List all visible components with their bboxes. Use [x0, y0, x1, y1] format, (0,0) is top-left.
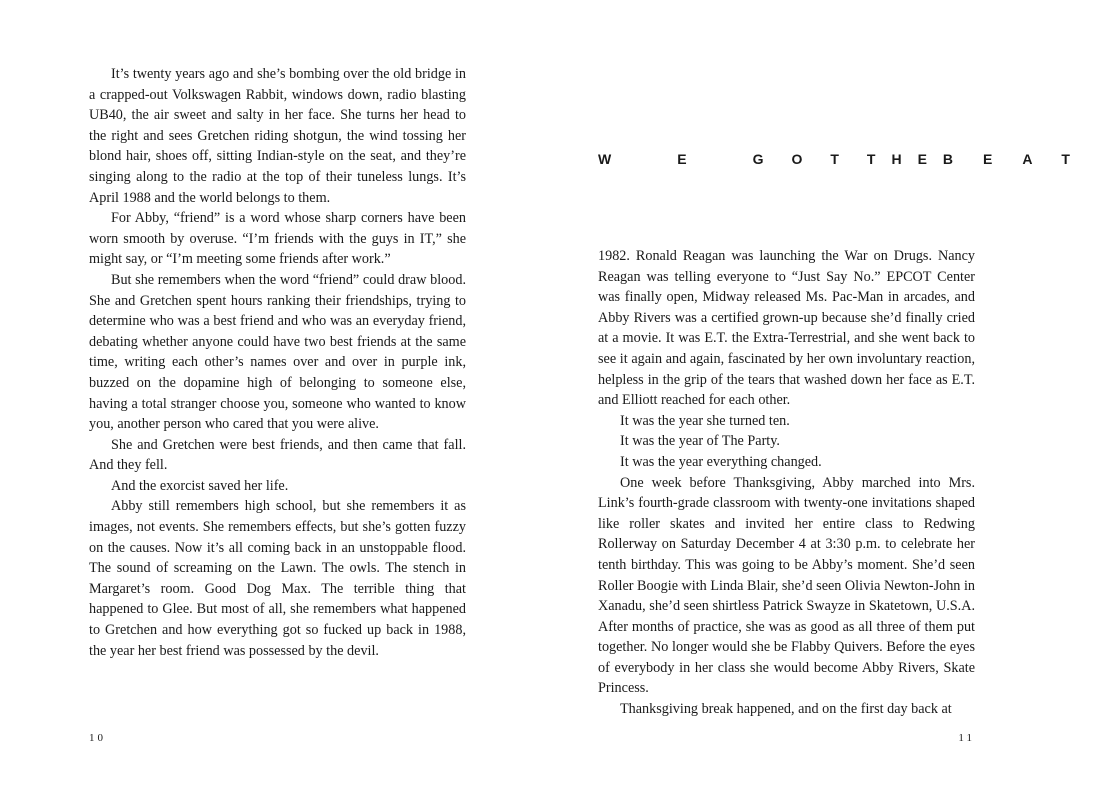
page-number: 11: [958, 732, 975, 744]
right-body-text: [598, 246, 975, 720]
chapter-title-word: GOT: [752, 151, 867, 167]
paragraph: 1982. Ronald Reagan was launching the War on Drugs. Nancy Reagan was telling everyone to “Just Say No.” EPCOT Center was finally open, Midway released Ms. Pac-Man in arcades, and Abby Rivers was a certified grown-up because she’d finally cried at a movie. It was E.T. the Extra-Terrestrial, and she went back to see it again and again, fascinated by her own involuntary reaction, helpless in the grip of the tears that washed down her face as E.T. and Elliott reached for each other.: [598, 248, 975, 409]
paragraph: Abby still remembers high school, but she remembers it as images, not events. She remembers effects, but she’s gotten fuzzy on the causes. Now it’s all coming back in an unstoppable flood. The sound of screaming on the Lawn. The owls. The stench in Margaret’s room. Good Dog Max. The terrible thing that happened to Glee. But most of all, she remembers what happened to Gretchen and how everything got so fucked up back in 1988, the year her best friend was possessed by the devil.: [89, 498, 466, 659]
paragraph: It was the year of The Party.: [620, 433, 780, 450]
right-page: [531, 0, 1100, 799]
paragraph: For Abby, “friend” is a word whose sharp corners have been worn smooth by overuse. “I’m friends with the guys in IT,” she might say, or “I’m meeting some friends after work.”: [89, 210, 466, 268]
paragraph: But she remembers when the word “friend” could draw blood. She and Gretchen spent hours ranking their friendships, trying to determine who was a best friend and who was an everyday friend, debating whether anyone could have two best friends at the same time, writing each other’s names over and over in purple ink, buzzed on the dopamine high of belonging to someone else, having a total stranger choose you, someone who wanted to know you, another person who cared that you were alive.: [89, 271, 466, 433]
left-page: [0, 0, 531, 799]
paragraph: And the exorcist saved her life.: [111, 477, 289, 494]
paragraph: It was the year she turned ten.: [620, 412, 790, 429]
page-number: 10: [89, 732, 106, 744]
chapter-title-word: BEAT: [942, 151, 1100, 167]
paragraph: One week before Thanksgiving, Abby marched into Mrs. Link’s fourth-grade classroom with twenty-one invitations shaped like roller skates and invited her entire class to Redwing Rollerway on Saturday December 4 at 3:30 p.m. to celebrate her tenth birthday. This was going to be Abby’s moment. She’d seen Roller Boogie with Linda Blair, she’d seen Olivia Newton-John in Xanadu, she’d seen shirtless Patrick Swayze in Skatetown, U.S.A. After months of practice, she was as good as all three of them put together. No longer would she be Flabby Quivers. Before the eyes of everybody in her class she would become Abby Rivers, Skate Princess.: [598, 474, 975, 697]
paragraph: It was the year everything changed.: [620, 453, 822, 470]
paragraph: It’s twenty years ago and she’s bombing over the old bridge in a crapped-out Volkswagen Rabbit, windows down, radio blasting UB40, the air sweet and salty in her face. She turns her head to the right and sees Gretchen riding shotgun, the wind tossing her blond hair, shoes off, sitting Indian-style on the seat, and they’re singing along to the radio at the top of their tuneless lungs. It’s April 1988 and the world belongs to them.: [89, 66, 466, 206]
left-body-text: [89, 64, 466, 661]
chapter-title-word: THE: [866, 151, 943, 167]
paragraph: She and Gretchen were best friends, and then came that fall. And they fell.: [89, 436, 466, 474]
chapter-title-word: WE: [598, 151, 753, 167]
paragraph: Thanksgiving break happened, and on the first day back at: [620, 701, 952, 718]
chapter-title: [598, 151, 1100, 167]
